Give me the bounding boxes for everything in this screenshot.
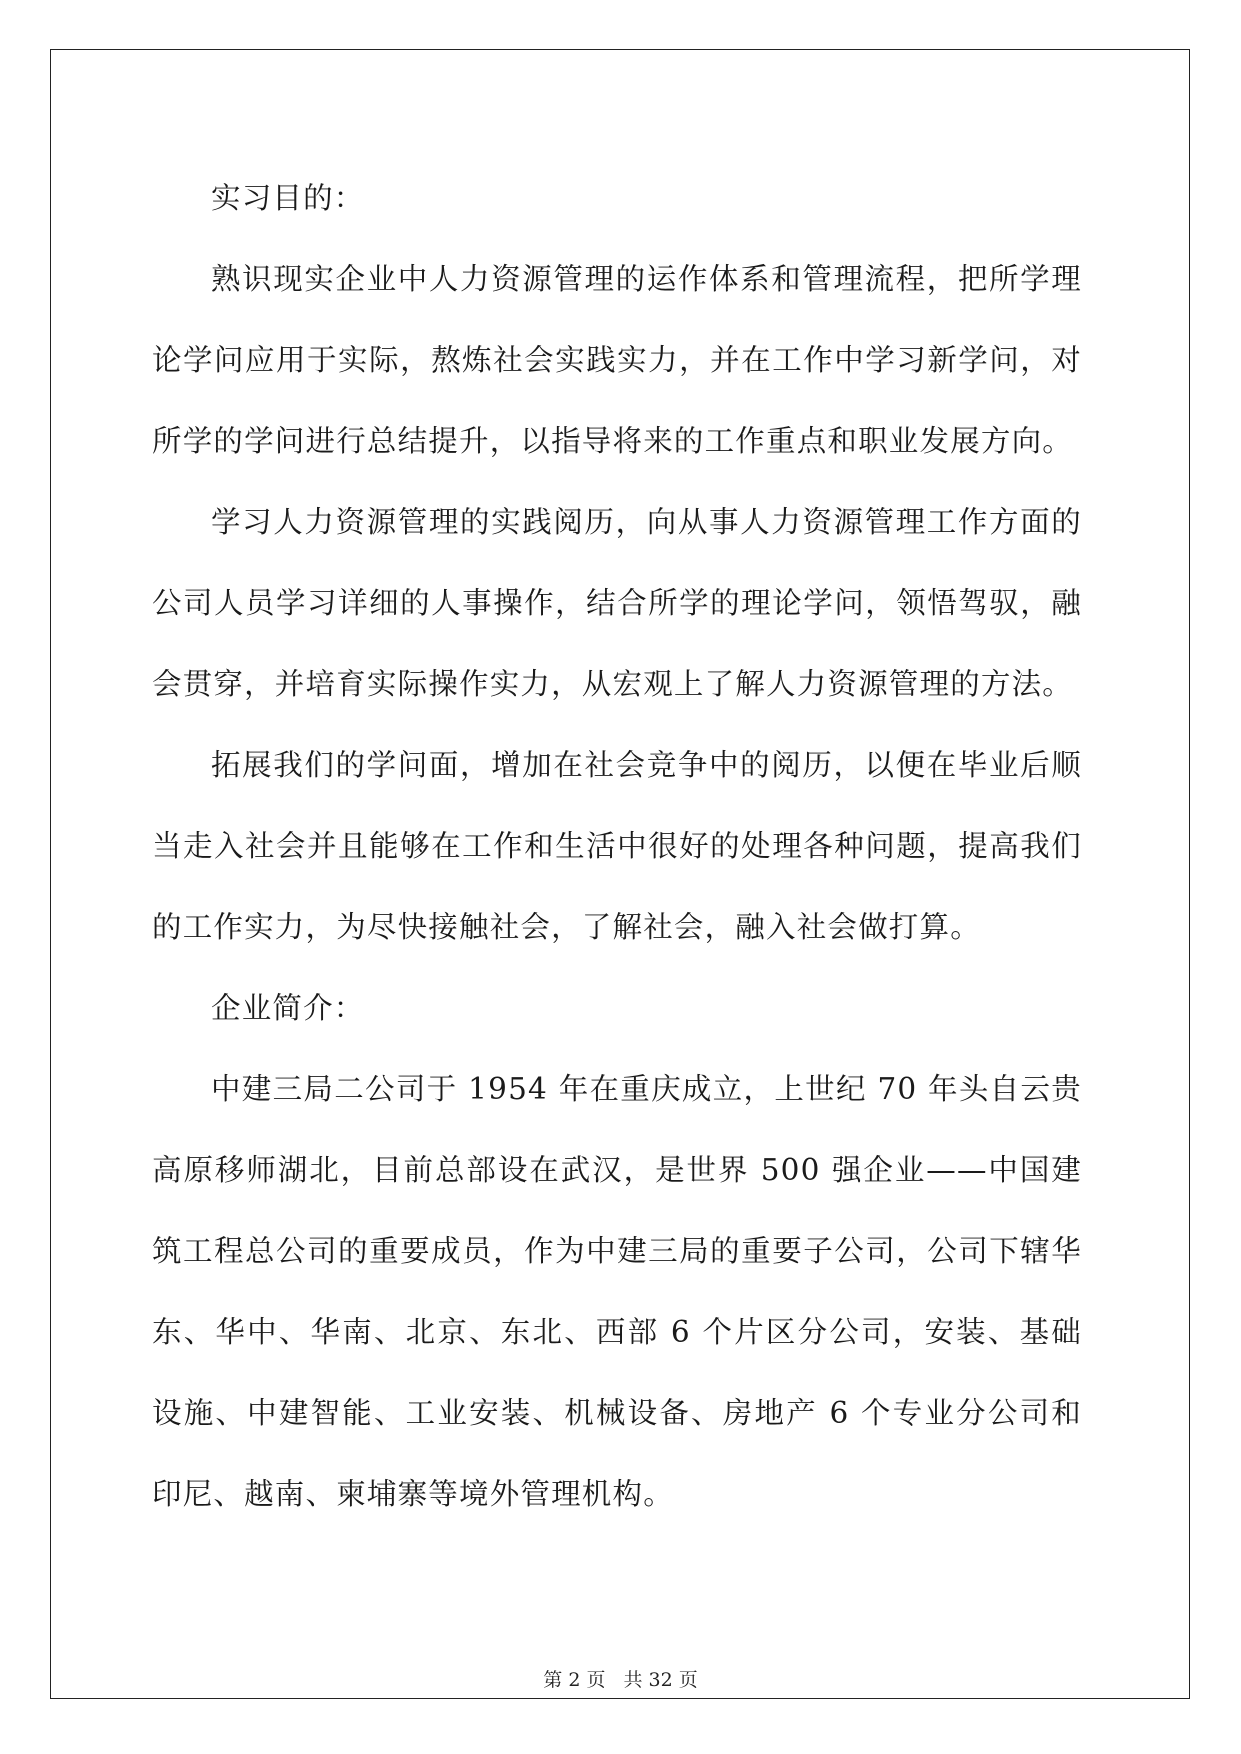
heading-internship-purpose: 实习目的： <box>211 181 365 215</box>
heading-company-intro: 企业简介： <box>211 991 365 1025</box>
paragraph-company-intro: 中建三局二公司于 1954 年在重庆成立，上世纪 70 年头自云贵高原移师湖北，目前总部设在武汉，是世界 500 强企业——中国建筑工程总公司的重要成员，作为中建三局的重要子公司，公司下辖华东、华中、华南、北京、东北、西部 6 个片区分公司，安装、基础设施、中建智能、工业安装、机械设备、房地产 6 个专业分公司和印尼、越南、柬埔寨等境外管理机构。 <box>152 1072 1082 1511</box>
paragraph-purpose-3: 拓展我们的学问面，增加在社会竞争中的阅历，以便在毕业后顺当走入社会并且能够在工作和生活中很好的处理各种问题，提高我们的工作实力，为尽快接触社会，了解社会，融入社会做打算。 <box>152 748 1082 944</box>
document-body <box>152 158 1082 1535</box>
page-footer <box>0 1668 1241 1692</box>
page-number: 第 2 页 <box>543 1669 606 1691</box>
paragraph-purpose-1: 熟识现实企业中人力资源管理的运作体系和管理流程，把所学理论学问应用于实际，熬炼社会实践实力，并在工作中学习新学问，对所学的学问进行总结提升，以指导将来的工作重点和职业发展方向。 <box>152 262 1082 458</box>
paragraph-purpose-2: 学习人力资源管理的实践阅历，向从事人力资源管理工作方面的公司人员学习详细的人事操作，结合所学的理论学问，领悟驾驭，融会贯穿，并培育实际操作实力，从宏观上了解人力资源管理的方法。 <box>152 505 1082 701</box>
page-total: 共 32 页 <box>623 1669 698 1691</box>
